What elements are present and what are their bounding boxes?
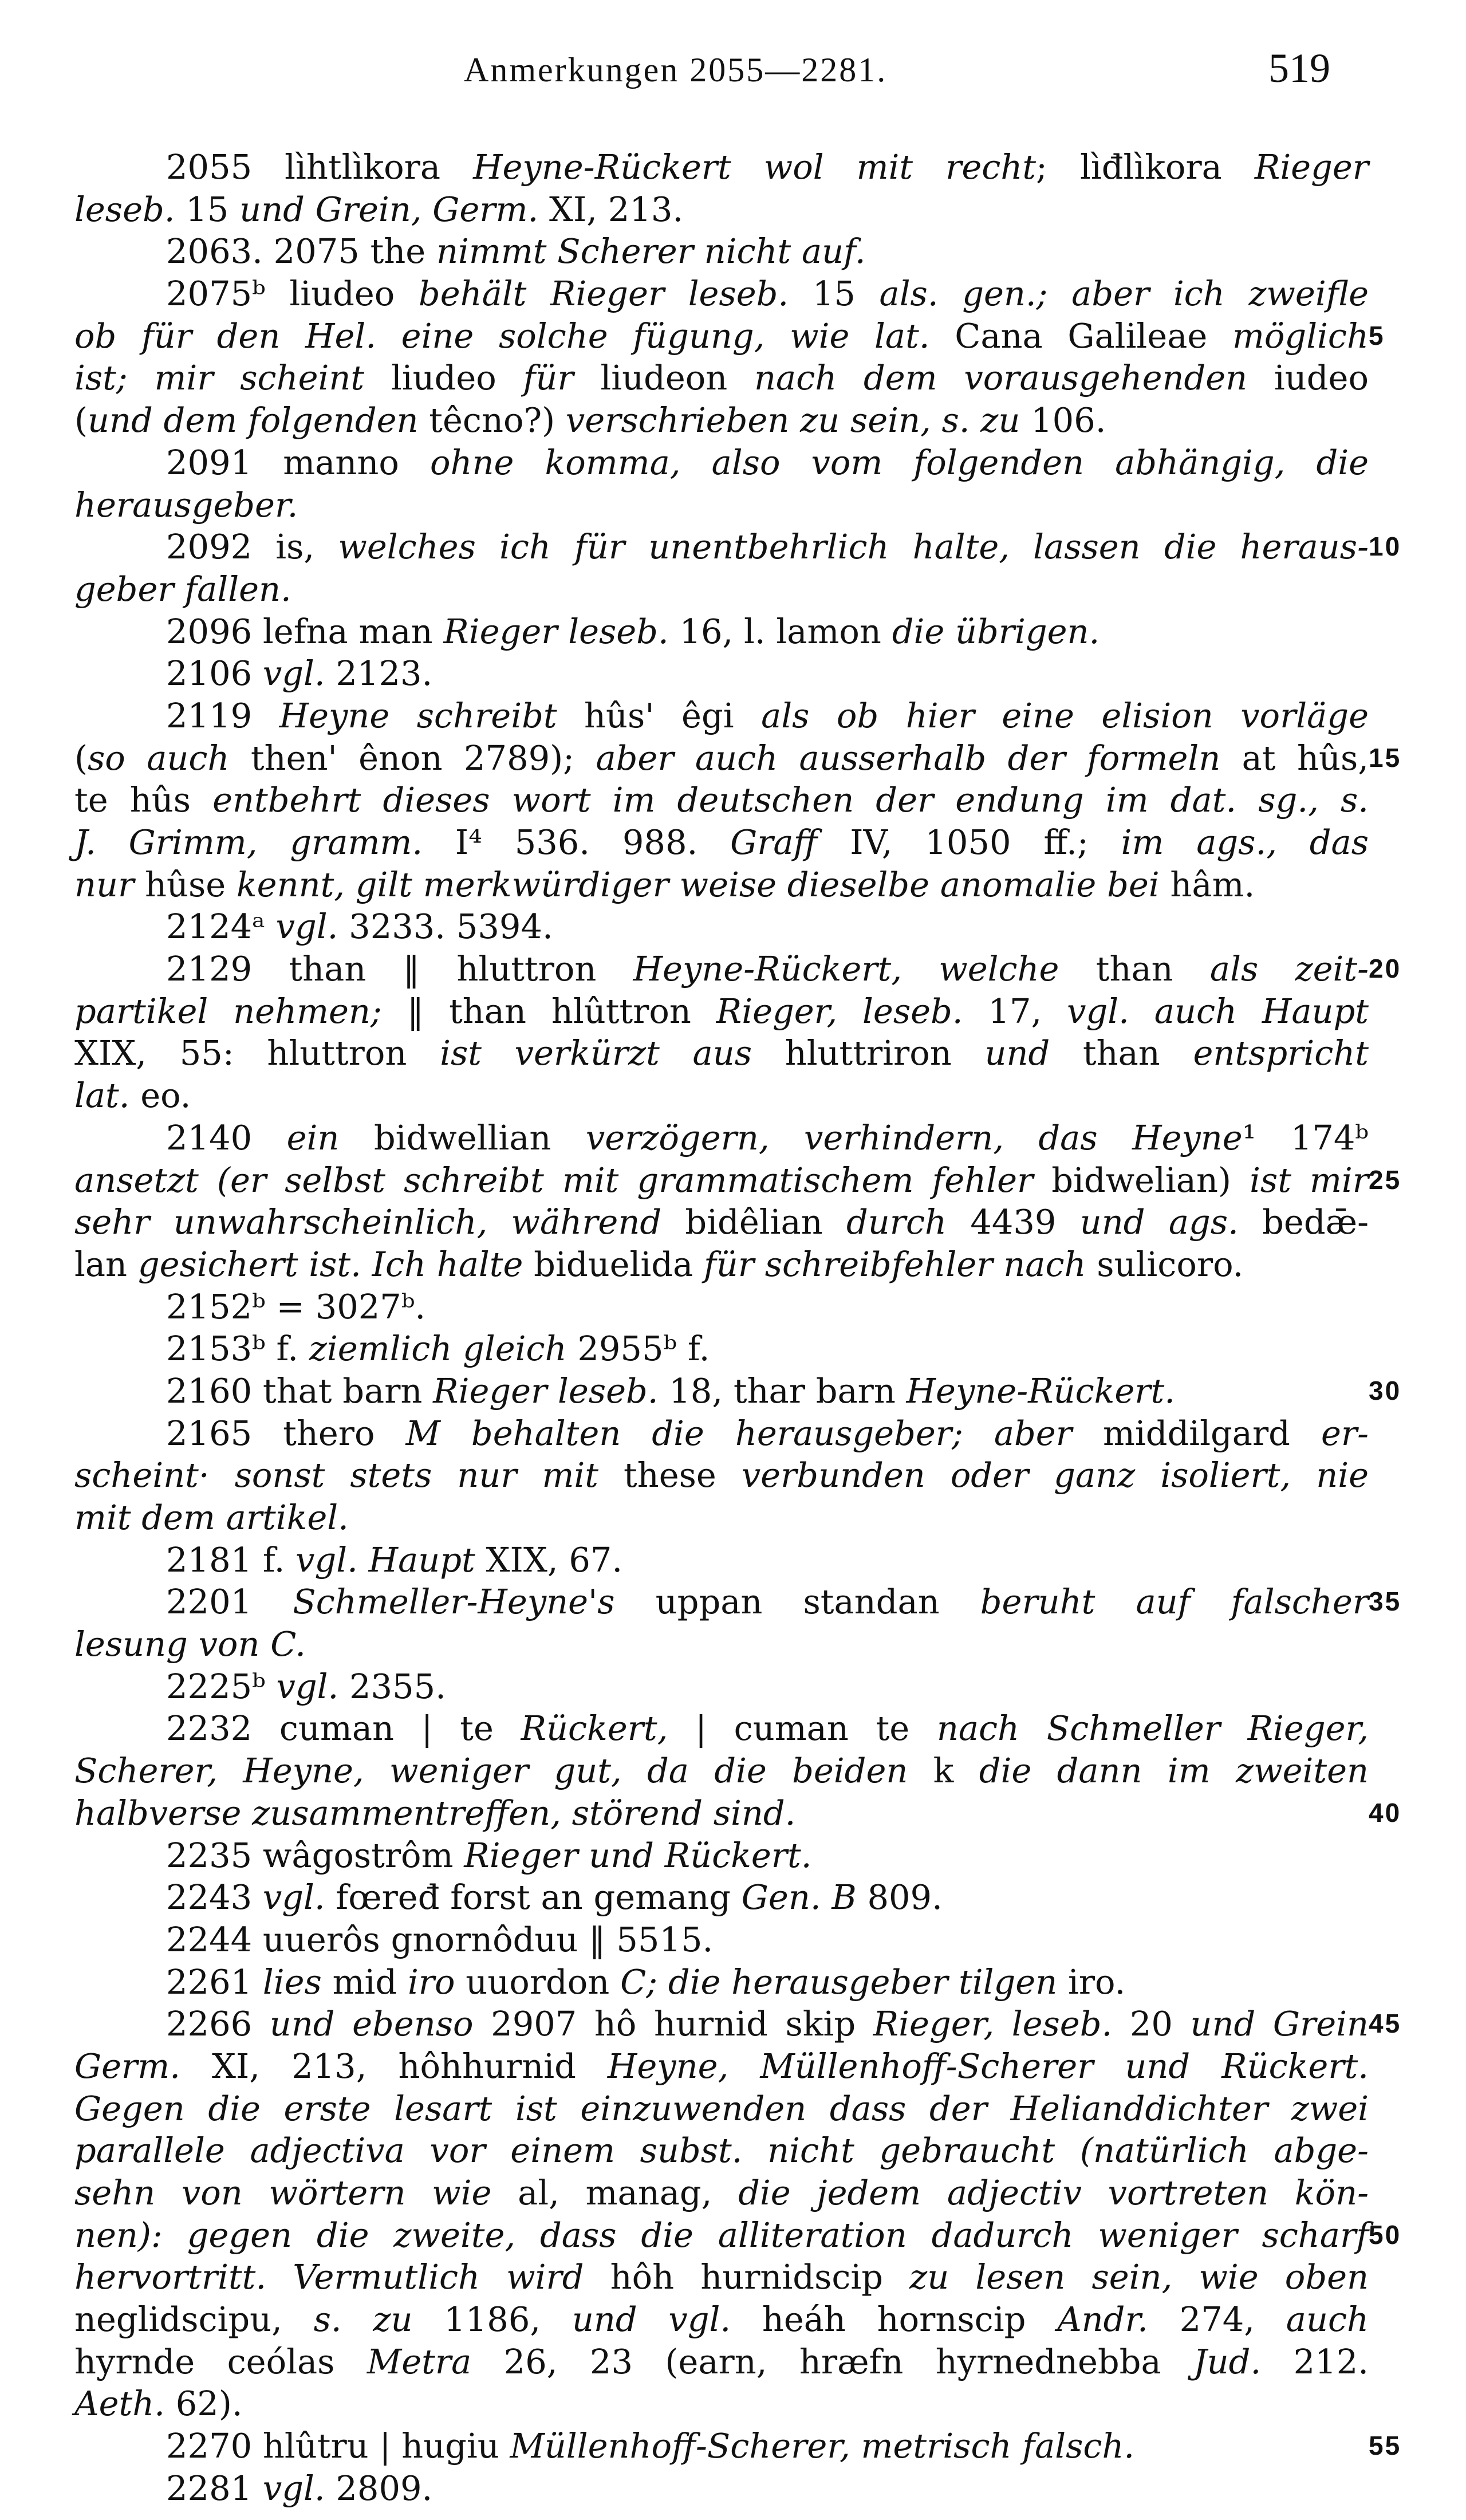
italic-text: verbunden oder ganz isoliert, nie xyxy=(741,1455,1369,1495)
text-line xyxy=(74,1243,1369,1286)
italic-text: ob für den Hel. eine solche fügung, wie lat. xyxy=(74,316,930,356)
roman-text: XI, 213. xyxy=(538,189,684,229)
italic-text: und xyxy=(984,1033,1050,1073)
italic-text: durch xyxy=(846,1202,947,1242)
italic-text: und vgl. xyxy=(572,2300,731,2340)
roman-text: 2063. 2075 the xyxy=(166,231,436,271)
text-line xyxy=(74,230,1369,273)
italic-text: entspricht xyxy=(1193,1033,1369,1073)
italic-text: lesung von C. xyxy=(74,1624,306,1664)
italic-text: Schmeller-Heyne's xyxy=(293,1582,615,1622)
roman-text: hûs' êgi xyxy=(557,695,762,735)
roman-text: te hûs xyxy=(74,780,213,820)
roman-text: 809. xyxy=(856,1877,943,1917)
roman-text: XIX, 55: hluttron xyxy=(74,1033,440,1073)
italic-text: ziemlich gleich xyxy=(309,1329,567,1369)
roman-text: bidêlian xyxy=(661,1202,846,1242)
italic-text: nen): gegen die zweite, dass die alliteration dadurch weniger scharf xyxy=(74,2215,1369,2255)
italic-text: ein xyxy=(286,1117,340,1157)
roman-text: 2153ᵇ f. xyxy=(166,1329,309,1369)
italic-text: nach dem vorausgehenden xyxy=(754,358,1248,398)
italic-text: halbverse zusammentreffen, störend sind. xyxy=(74,1793,796,1833)
italic-text: Scherer, Heyne, weniger gut, da die beiden xyxy=(74,1751,908,1791)
roman-text: liudeon xyxy=(573,358,755,398)
text-line xyxy=(74,399,1369,442)
roman-text: XI, 213, hôhhurnid xyxy=(180,2046,608,2086)
roman-text: 2907 hô hurnid skip xyxy=(473,2004,873,2044)
roman-text: lan xyxy=(74,1244,138,1284)
text-line xyxy=(74,1032,1369,1074)
italic-text: und ags. xyxy=(1079,1202,1239,1242)
line-number: 10 xyxy=(1369,531,1402,562)
text-line xyxy=(74,1834,1369,1877)
text-line xyxy=(74,1074,1369,1117)
roman-text: fœređ forst an gemang xyxy=(325,1877,742,1917)
roman-text: 2232 cuman | te xyxy=(166,1708,521,1749)
italic-text: als zeit- xyxy=(1209,949,1369,989)
text-line xyxy=(74,1117,1369,1159)
text-line xyxy=(74,146,1369,188)
italic-text: vgl. xyxy=(276,1666,339,1706)
text-line xyxy=(74,357,1369,399)
roman-text: 2243 xyxy=(166,1877,263,1917)
italic-text: vgl. auch Haupt xyxy=(1067,991,1369,1031)
roman-text: these xyxy=(598,1455,742,1495)
italic-text: Graff xyxy=(730,822,818,862)
line-number: 15 xyxy=(1369,742,1402,773)
roman-text: 15 xyxy=(175,189,240,229)
line-number: 55 xyxy=(1369,2431,1402,2461)
roman-text: 2270 hlûtru | hugiu xyxy=(166,2426,510,2466)
italic-text: die jedem adjectiv vortreten kön- xyxy=(738,2173,1369,2212)
italic-text: Germ. xyxy=(74,2046,180,2086)
line-number: 45 xyxy=(1369,2009,1402,2039)
roman-text: bidwellian xyxy=(339,1117,586,1157)
roman-text: 2244 uuerôs gnornôduu ‖ 5515. xyxy=(166,1919,714,1959)
italic-text: auch xyxy=(1286,2300,1369,2340)
italic-text: C; die herausgeber tilgen xyxy=(620,1962,1058,2002)
roman-text: I⁴ 536. 988. xyxy=(423,822,731,862)
italic-text: lat. xyxy=(74,1076,130,1116)
roman-text: hûse xyxy=(134,864,237,904)
italic-text: Gegen die erste lesart ist einzuwenden dass der Helianddichter zwei xyxy=(74,2088,1369,2128)
roman-text: 3233. 5394. xyxy=(338,907,553,947)
roman-text: al, manag, xyxy=(491,2173,739,2212)
italic-text: iro xyxy=(407,1962,455,2002)
italic-text: aber auch ausserhalb der formeln xyxy=(596,738,1221,778)
roman-text: ‖ than hlûttron xyxy=(381,991,716,1031)
italic-text: Andr. xyxy=(1057,2300,1148,2340)
text-line xyxy=(74,2467,1369,2510)
line-number: 5 xyxy=(1369,320,1385,351)
italic-text: Rieger, leseb. xyxy=(716,991,963,1031)
text-line xyxy=(74,905,1369,948)
roman-text: 17, xyxy=(963,991,1067,1031)
roman-text: 2055 lìhtlìkora xyxy=(166,147,474,187)
roman-text: bidwelian) xyxy=(1033,1160,1250,1200)
text-line xyxy=(74,315,1385,357)
italic-text: sehn von wörtern wie xyxy=(74,2173,492,2212)
text-line xyxy=(74,1750,1369,1792)
page-header xyxy=(0,45,1466,108)
roman-text: eo. xyxy=(129,1076,191,1116)
italic-text: parallele adjectiva vor einem subst. nicht gebraucht (natürlich abge- xyxy=(74,2131,1369,2171)
italic-text: und dem folgenden xyxy=(88,400,419,440)
italic-text: er- xyxy=(1321,1413,1369,1453)
italic-text: und Grein, Germ. xyxy=(239,189,539,229)
text-line xyxy=(74,188,1369,231)
text-line xyxy=(74,1159,1402,1202)
roman-text: 2165 thero xyxy=(166,1413,406,1453)
roman-text: 212. xyxy=(1261,2341,1369,2381)
notes-body xyxy=(74,146,1402,2510)
roman-text: 2092 is, xyxy=(166,527,338,567)
roman-text: 2160 that barn xyxy=(166,1371,434,1411)
roman-text: middilgard xyxy=(1071,1413,1321,1453)
text-line xyxy=(74,2003,1402,2045)
italic-text: vgl. Haupt xyxy=(295,1539,475,1580)
italic-text: vgl. xyxy=(262,653,325,694)
roman-text: hôh hurnidscip xyxy=(584,2257,910,2297)
text-line xyxy=(74,1665,1369,1708)
roman-text: 274, xyxy=(1148,2300,1286,2340)
italic-text: sehr unwahrscheinlich, während xyxy=(74,1202,662,1242)
roman-text: 106. xyxy=(1020,400,1106,440)
italic-text: leseb. xyxy=(74,189,175,229)
italic-text: vgl. xyxy=(275,907,338,947)
roman-text: 2106 xyxy=(166,653,263,694)
italic-text: vgl. xyxy=(262,1877,325,1917)
roman-text: IV, 1050 ff.; xyxy=(817,822,1121,862)
italic-text: verzögern, verhindern, das Heyne xyxy=(585,1117,1243,1157)
text-line xyxy=(74,2129,1369,2172)
italic-text: entbehrt dieses wort im deutschen der endung im dat. sg., s. xyxy=(212,780,1369,820)
text-line xyxy=(74,2383,1369,2425)
roman-text: than xyxy=(1059,949,1210,989)
roman-text: têcno?) xyxy=(418,400,566,440)
italic-text: ohne komma, also vom folgenden abhängig, die xyxy=(429,442,1369,482)
text-line xyxy=(74,2298,1369,2341)
roman-text: 26, 23 (earn, hræfn hyrnednebba xyxy=(471,2341,1194,2381)
roman-text: ( xyxy=(74,400,88,440)
italic-text: Heyne-Rückert. xyxy=(906,1371,1175,1411)
text-line xyxy=(74,737,1402,779)
roman-text: bedǣ- xyxy=(1238,1202,1369,1242)
roman-text: ¹ 174ᵇ xyxy=(1242,1117,1369,1157)
roman-text: iro. xyxy=(1057,1962,1126,2002)
roman-text: than xyxy=(1050,1033,1193,1073)
roman-text: 2096 lefna man xyxy=(166,611,444,651)
text-line xyxy=(74,1454,1369,1497)
text-line xyxy=(74,2425,1402,2467)
roman-text: hâm. xyxy=(1159,864,1255,904)
roman-text: 2123. xyxy=(325,653,433,694)
text-line xyxy=(74,442,1369,484)
text-line xyxy=(74,1286,1369,1328)
text-line xyxy=(74,1201,1369,1243)
italic-text: Heyne, Müllenhoff-Scherer und Rückert. xyxy=(607,2046,1369,2086)
italic-text: und ebenso xyxy=(269,2004,474,2044)
text-line xyxy=(74,864,1369,906)
text-line xyxy=(74,948,1402,990)
text-line xyxy=(74,1370,1402,1412)
italic-text: J. Grimm, gramm. xyxy=(74,822,423,862)
roman-text: iudeo xyxy=(1247,358,1369,398)
text-line xyxy=(74,1623,1369,1665)
italic-text: Rückert, xyxy=(521,1708,668,1749)
roman-text: 2152ᵇ = 3027ᵇ. xyxy=(166,1286,426,1326)
text-line xyxy=(74,2341,1369,2383)
roman-text: liudeo xyxy=(364,358,523,398)
italic-text: vgl. xyxy=(262,2468,325,2508)
italic-text: Rieger xyxy=(1254,147,1369,187)
italic-text: ansetzt (er selbst schreibt mit grammatischem fehler xyxy=(74,1160,1034,1200)
italic-text: als. gen.; aber ich zweifle xyxy=(879,274,1369,314)
italic-text: für xyxy=(523,358,574,398)
italic-text: mit dem artikel. xyxy=(74,1498,349,1537)
italic-text: nur xyxy=(74,864,135,904)
italic-text: im ags., das xyxy=(1121,822,1369,862)
text-line xyxy=(74,1961,1369,2003)
italic-text: beruht auf falscher xyxy=(980,1582,1369,1622)
roman-text: | cuman te xyxy=(668,1708,937,1749)
italic-text: Heyne-Rückert, welche xyxy=(633,949,1059,989)
italic-text: ist verkürzt aus xyxy=(440,1033,752,1073)
italic-text: scheint· sonst stets nur mit xyxy=(74,1455,598,1495)
line-number: 50 xyxy=(1369,2219,1402,2250)
roman-text: 4439 xyxy=(947,1202,1080,1242)
italic-text: verschrieben zu sein, s. zu xyxy=(565,400,1020,440)
italic-text: die dann im zweiten xyxy=(979,1751,1369,1791)
roman-text: 15 xyxy=(789,274,880,314)
roman-text: 2129 than ‖ hluttron xyxy=(166,949,633,989)
text-line xyxy=(74,1328,1369,1370)
italic-text: ist mir xyxy=(1250,1160,1369,1200)
italic-text: Rieger leseb. xyxy=(433,1371,659,1411)
italic-text: Metra xyxy=(366,2341,472,2381)
italic-text: als ob hier eine elision vorläge xyxy=(761,695,1369,735)
roman-text: 2225ᵇ xyxy=(166,1666,277,1706)
text-line xyxy=(74,990,1369,1033)
text-line xyxy=(74,1707,1369,1750)
roman-text: 18, thar barn xyxy=(658,1371,907,1411)
roman-text: XIX, 67. xyxy=(475,1539,623,1580)
roman-text: uuordon xyxy=(455,1962,621,2002)
roman-text: 2091 manno xyxy=(166,442,430,482)
italic-text: Rieger leseb. xyxy=(443,611,669,651)
text-line xyxy=(74,1581,1402,1623)
italic-text: so auch xyxy=(88,738,230,778)
roman-text: 2201 xyxy=(166,1582,293,1622)
italic-text: nach Schmeller Rieger, xyxy=(936,1708,1369,1749)
text-line xyxy=(74,568,1369,611)
roman-text: uppan standan xyxy=(614,1582,980,1622)
italic-text: partikel nehmen; xyxy=(74,991,382,1031)
roman-text: heáh hornscip xyxy=(731,2300,1058,2340)
italic-text: gesichert ist. Ich halte xyxy=(137,1244,523,1284)
roman-text: 16, l. lamon xyxy=(668,611,892,651)
roman-text: 2266 xyxy=(166,2004,270,2044)
italic-text: für schreibfehler nach xyxy=(703,1244,1086,1284)
italic-text: zu lesen sein, wie oben xyxy=(909,2257,1369,2297)
roman-text: ; lìđlìkora xyxy=(1036,147,1255,187)
roman-text: 2281 xyxy=(166,2468,263,2508)
roman-text: k xyxy=(908,1751,979,1791)
roman-text: neglidscipu, xyxy=(74,2300,314,2340)
italic-text: kennt, gilt merkwürdiger weise dieselbe anomalie bei xyxy=(236,864,1160,904)
roman-text: 2075ᵇ liudeo xyxy=(166,274,419,314)
roman-text: 2235 wâgostrôm xyxy=(166,1835,464,1875)
roman-text: 1186, xyxy=(412,2300,572,2340)
italic-text: ist; mir scheint xyxy=(74,358,365,398)
italic-text: Rieger und Rückert. xyxy=(464,1835,812,1875)
text-line xyxy=(74,484,1369,526)
text-line xyxy=(74,2172,1369,2214)
roman-text: 2119 xyxy=(166,695,279,735)
roman-text: mid xyxy=(321,1962,408,2002)
text-line xyxy=(74,1497,1369,1539)
roman-text: at hûs, xyxy=(1220,738,1369,778)
running-head: Anmerkungen 2055—2281. xyxy=(464,51,888,89)
italic-text: s. zu xyxy=(313,2300,413,2340)
text-line xyxy=(74,821,1369,864)
roman-text: 20 xyxy=(1112,2004,1191,2044)
italic-text: Gen. B xyxy=(741,1877,857,1917)
italic-text: M behalten die herausgeber; aber xyxy=(405,1413,1072,1453)
roman-text: ( xyxy=(74,738,88,778)
text-line xyxy=(74,2214,1402,2257)
page-number: 519 xyxy=(1268,45,1330,91)
italic-text: lies xyxy=(262,1962,322,2002)
roman-text: 2261 xyxy=(166,1962,263,2002)
italic-text: nimmt Scherer nicht auf. xyxy=(436,231,866,271)
roman-text: 2355. xyxy=(338,1666,446,1706)
roman-text: 2809. xyxy=(325,2468,433,2508)
roman-text: biduelida xyxy=(523,1244,704,1284)
italic-text: Rieger, leseb. xyxy=(873,2004,1113,2044)
text-line xyxy=(74,273,1369,315)
text-line xyxy=(74,695,1369,737)
italic-text: Müllenhoff-Scherer, metrisch falsch. xyxy=(510,2426,1135,2466)
italic-text: hervortritt. Vermutlich wird xyxy=(74,2257,584,2297)
italic-text: behält Rieger leseb. xyxy=(418,274,789,314)
italic-text: welches ich für unentbehrlich halte, lassen die heraus- xyxy=(338,527,1369,567)
line-number: 40 xyxy=(1369,1797,1402,1828)
roman-text: Cana Galileae xyxy=(929,316,1232,356)
line-number: 25 xyxy=(1369,1164,1402,1195)
line-number: 30 xyxy=(1369,1375,1402,1405)
italic-text: Jud. xyxy=(1193,2341,1262,2381)
roman-text: sulicoro. xyxy=(1086,1244,1244,1284)
text-line xyxy=(74,779,1369,821)
text-line xyxy=(74,2088,1369,2130)
line-number: 20 xyxy=(1369,954,1402,984)
italic-text: Heyne schreibt xyxy=(279,695,557,735)
text-line xyxy=(74,1919,1369,1961)
italic-text: Aeth. xyxy=(74,2384,165,2424)
text-line xyxy=(74,1539,1369,1581)
roman-text: hyrnde ceólas xyxy=(74,2341,367,2381)
text-line xyxy=(74,1876,1369,1919)
italic-text: geber fallen. xyxy=(74,569,291,609)
roman-text: then' ênon 2789); xyxy=(229,738,596,778)
roman-text: 2181 f. xyxy=(166,1539,296,1580)
roman-text: hluttriron xyxy=(752,1033,985,1073)
line-number: 35 xyxy=(1369,1586,1402,1617)
text-line xyxy=(74,1412,1369,1455)
italic-text: die übrigen. xyxy=(892,611,1100,651)
italic-text: herausgeber. xyxy=(74,485,298,525)
roman-text: 2955ᵇ f. xyxy=(566,1329,710,1369)
text-line xyxy=(74,2256,1369,2298)
roman-text: 62). xyxy=(165,2384,243,2424)
roman-text: 2140 xyxy=(166,1117,287,1157)
text-line xyxy=(74,1792,1402,1834)
text-line xyxy=(74,611,1369,653)
roman-text: 2124ᵃ xyxy=(166,907,276,947)
italic-text: Heyne-Rückert wol mit recht xyxy=(473,147,1037,187)
text-line xyxy=(74,526,1402,568)
text-line xyxy=(74,652,1369,695)
italic-text: und Grein xyxy=(1190,2004,1369,2044)
text-line xyxy=(74,2045,1369,2088)
italic-text: möglich xyxy=(1232,316,1369,356)
